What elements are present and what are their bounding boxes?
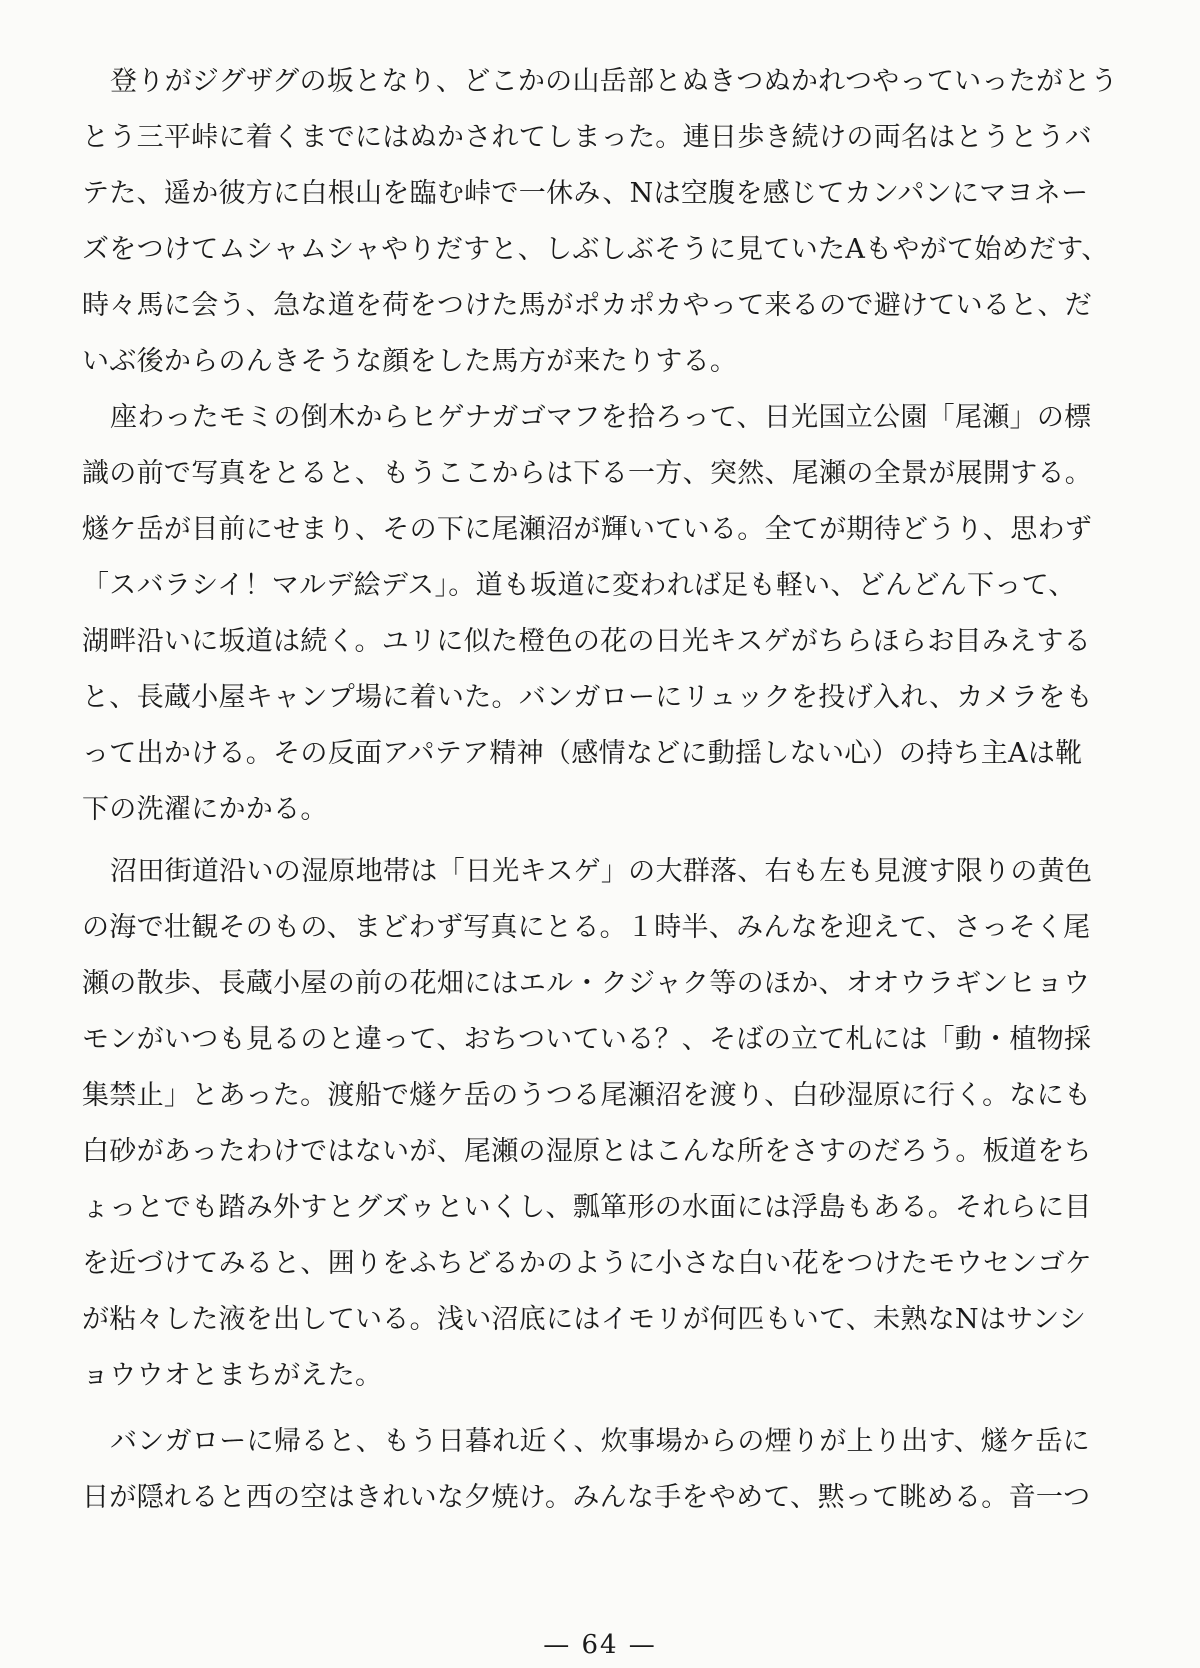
text-line: とう三平峠に着くまでにはぬかされてしまった。連日歩き続けの両名はとうとうバ <box>82 122 1093 153</box>
text-line: 燧ケ岳が目前にせまり、その下に尾瀬沼が輝いている。全てが期待どうり、思わず <box>82 514 1093 545</box>
text-line: モンがいつも見るのと違って、おちついている？、そばの立て札には「動・植物採 <box>82 1024 1092 1055</box>
text-line: テた、遥か彼方に白根山を臨む峠で一休み、Nは空腹を感じてカンパンにマヨネー <box>82 178 1089 209</box>
text-line: バンガローに帰ると、もう日暮れ近く、炊事場からの煙りが上り出す、燧ケ岳に <box>110 1426 1091 1457</box>
text-line: 座わったモミの倒木からヒゲナガゴマフを拾ろって、日光国立公園「尾瀬」の標 <box>110 402 1092 433</box>
text-line: の海で壮観そのもの、まどわず写真にとる。１時半、みんなを迎えて、さっそく尾 <box>82 912 1091 943</box>
text-line: 白砂があったわけではないが、尾瀬の湿原とはこんな所をさすのだろう。板道をち <box>82 1136 1092 1167</box>
text-line: 時々馬に会う、急な道を荷をつけた馬がポカポカやって来るので避けていると、だ <box>82 290 1093 321</box>
text-line: 登りがジグザグの坂となり、どこかの山岳部とぬきつぬかれつやっていったがとう <box>110 66 1118 97</box>
text-line: いぶ後からのんきそうな顔をした馬方が来たりする。 <box>82 346 738 377</box>
text-line: って出かける。その反面アパテア精神（感情などに動揺しない心）の持ち主Aは靴 <box>82 738 1083 769</box>
page-number: — 64 — <box>543 1630 657 1660</box>
text-line: ょっとでも踏み外すとグズゥといくし、瓢箪形の水面には浮島もある。それらに目 <box>82 1192 1092 1223</box>
text-line: ョウウオとまちがえた。 <box>82 1360 383 1391</box>
text-line: 集禁止」とあった。渡船で燧ケ岳のうつる尾瀬沼を渡り、白砂湿原に行く。なにも <box>82 1080 1092 1111</box>
text-line: 下の洗濯にかかる。 <box>82 794 328 825</box>
text-line: ズをつけてムシャムシャやりだすと、しぶしぶそうに見ていたAもやがて始めだす、 <box>82 234 1109 265</box>
text-line: 「スバラシイ！マルデ絵デス」。道も坂道に変われば足も軽い、どんどん下って、 <box>82 570 1076 601</box>
text-line: と、長蔵小屋キャンプ場に着いた。バンガローにリュックを投げ入れ、カメラをも <box>82 682 1093 713</box>
text-line: 沼田街道沿いの湿原地帯は「日光キスゲ」の大群落、右も左も見渡す限りの黄色 <box>110 856 1093 887</box>
text-line: 瀬の散歩、長蔵小屋の前の花畑にはエル・クジャク等のほか、オオウラギンヒョウ <box>82 968 1091 999</box>
text-line: 識の前で写真をとると、もうここからは下る一方、突然、尾瀬の全景が展開する。 <box>82 458 1093 489</box>
text-line: 湖畔沿いに坂道は続く。ユリに似た橙色の花の日光キスゲがちらほらお目みえする <box>82 626 1092 657</box>
text-line: 日が隠れると西の空はきれいな夕焼け。みんな手をやめて、黙って眺める。音一つ <box>82 1482 1091 1513</box>
text-line: を近づけてみると、囲りをふちどるかのように小さな白い花をつけたモウセンゴケ <box>82 1248 1093 1279</box>
text-line: が粘々した液を出している。浅い沼底にはイモリが何匹もいて、未熟なNはサンシ <box>82 1304 1087 1335</box>
